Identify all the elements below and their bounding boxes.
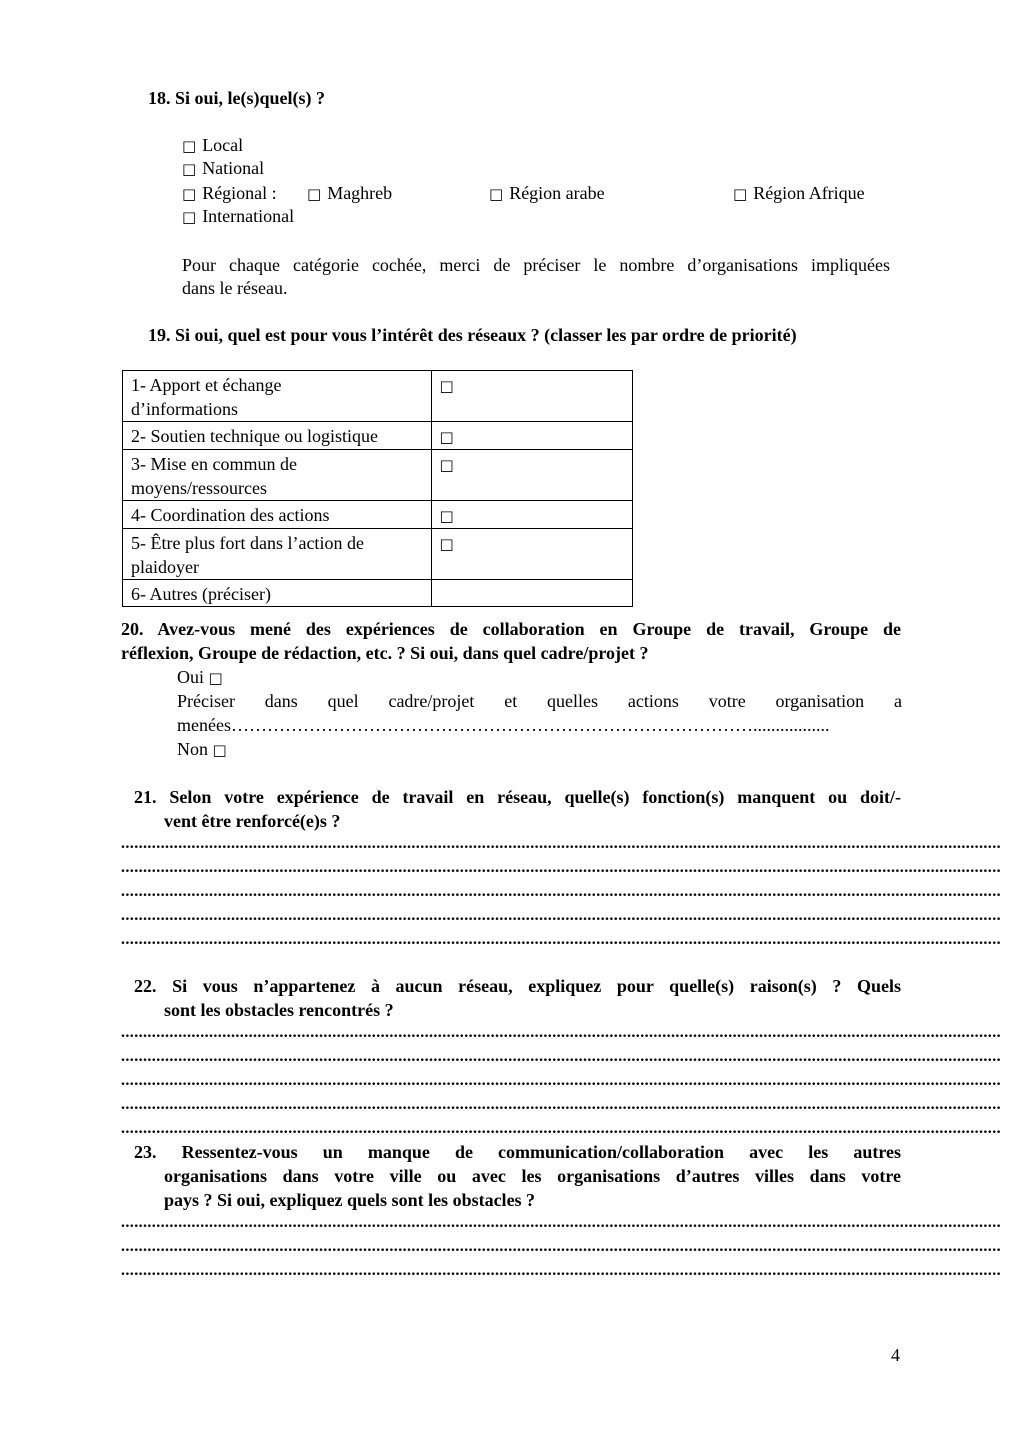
checkbox-icon[interactable]: □ bbox=[439, 456, 454, 474]
priority-table bbox=[122, 370, 633, 607]
table-row bbox=[123, 529, 633, 580]
option-national[interactable]: □ National bbox=[182, 158, 265, 178]
priority-cell[interactable] bbox=[431, 501, 633, 529]
option-region-arabe[interactable]: □ Région arabe bbox=[489, 183, 605, 203]
q21-title-line2: vent être renforcé(e)s ? bbox=[164, 811, 341, 831]
answer-line-q23-1[interactable]: ........................................................................................................................................................................................................ bbox=[121, 1214, 1001, 1231]
checkbox-icon[interactable]: □ bbox=[182, 137, 197, 155]
checkbox-icon[interactable]: □ bbox=[182, 160, 197, 178]
checkbox-icon[interactable]: □ bbox=[182, 208, 197, 226]
answer-line-q22-5[interactable]: ........................................................................................................................................................................................................ bbox=[121, 1120, 1001, 1137]
checkbox-icon[interactable]: □ bbox=[439, 428, 454, 446]
table-row bbox=[123, 580, 633, 607]
q18-note-line2: dans le réseau. bbox=[182, 278, 288, 298]
table-row bbox=[123, 450, 633, 501]
q22-title-line2: sont les obstacles rencontrés ? bbox=[164, 1000, 394, 1020]
priority-cell-empty[interactable] bbox=[431, 580, 633, 607]
answer-line-q22-4[interactable]: ........................................................................................................................................................................................................ bbox=[121, 1096, 1001, 1113]
priority-label: 1- Apport et échange d’informations bbox=[123, 371, 432, 422]
table-row bbox=[123, 371, 633, 422]
checkbox-icon[interactable]: □ bbox=[439, 535, 454, 553]
q18-note-line1: Pour chaque catégorie cochée, merci de préciser le nombre d’organisations impliquées bbox=[182, 255, 890, 275]
checkbox-icon[interactable]: □ bbox=[439, 377, 454, 395]
checkbox-icon[interactable]: □ bbox=[307, 185, 322, 203]
priority-cell[interactable] bbox=[431, 422, 633, 450]
answer-line-q21-1[interactable]: ........................................................................................................................................................................................................ bbox=[121, 835, 1001, 852]
priority-cell[interactable] bbox=[431, 529, 633, 580]
q20-preciser-line1: Préciser dans quel cadre/projet et quelles actions votre organisation a bbox=[177, 691, 902, 711]
table-row bbox=[123, 422, 633, 450]
priority-cell[interactable] bbox=[431, 450, 633, 501]
table-row bbox=[123, 501, 633, 529]
checkbox-icon[interactable]: □ bbox=[208, 669, 223, 687]
q20-preciser-line2[interactable]: menées……………………………………………………………………………................. bbox=[177, 715, 830, 735]
option-local[interactable]: □ Local bbox=[182, 135, 244, 155]
q22-title-line1: 22. Si vous n’appartenez à aucun réseau, expliquez pour quelle(s) raison(s) ? Quels bbox=[134, 976, 901, 996]
option-region-afrique[interactable]: □ Région Afrique bbox=[733, 183, 865, 203]
answer-line-q22-1[interactable]: ........................................................................................................................................................................................................ bbox=[121, 1024, 1001, 1041]
answer-line-q23-2[interactable]: ........................................................................................................................................................................................................ bbox=[121, 1238, 1001, 1255]
answer-line-q21-2[interactable]: ........................................................................................................................................................................................................ bbox=[121, 859, 1001, 876]
checkbox-icon[interactable]: □ bbox=[212, 741, 227, 759]
priority-label: 5- Être plus fort dans l’action de plaidoyer bbox=[123, 529, 432, 580]
priority-label: 6- Autres (préciser) bbox=[123, 580, 432, 607]
option-regional[interactable]: □ Régional : bbox=[182, 183, 277, 203]
answer-line-q23-3[interactable]: ........................................................................................................................................................................................................ bbox=[121, 1262, 1001, 1279]
q18-title: 18. Si oui, le(s)quel(s) ? bbox=[148, 88, 326, 108]
q20-title-line1: 20. Avez-vous mené des expériences de collaboration en Groupe de travail, Groupe de bbox=[121, 619, 901, 639]
priority-label: 2- Soutien technique ou logistique bbox=[123, 422, 432, 450]
page-number: 4 bbox=[891, 1345, 900, 1365]
answer-line-q21-5[interactable]: ........................................................................................................................................................................................................ bbox=[121, 931, 1001, 948]
q20-oui[interactable]: Oui □ bbox=[177, 667, 223, 687]
q23-title-line2: organisations dans votre ville ou avec les organisations d’autres villes dans votre bbox=[164, 1166, 901, 1186]
q23-title-line3: pays ? Si oui, expliquez quels sont les obstacles ? bbox=[164, 1190, 536, 1210]
option-maghreb[interactable]: □ Maghreb bbox=[307, 183, 393, 203]
priority-label: 4- Coordination des actions bbox=[123, 501, 432, 529]
priority-cell[interactable] bbox=[431, 371, 633, 422]
answer-line-q21-3[interactable]: ........................................................................................................................................................................................................ bbox=[121, 883, 1001, 900]
q20-title-line2: réflexion, Groupe de rédaction, etc. ? Si oui, dans quel cadre/projet ? bbox=[121, 643, 649, 663]
checkbox-icon[interactable]: □ bbox=[439, 507, 454, 525]
q23-title-line1: 23. Ressentez-vous un manque de communication/collaboration avec les autres bbox=[134, 1142, 901, 1162]
priority-label: 3- Mise en commun de moyens/ressources bbox=[123, 450, 432, 501]
checkbox-icon[interactable]: □ bbox=[182, 185, 197, 203]
answer-line-q22-3[interactable]: ........................................................................................................................................................................................................ bbox=[121, 1072, 1001, 1089]
answer-line-q22-2[interactable]: ........................................................................................................................................................................................................ bbox=[121, 1048, 1001, 1065]
q20-non[interactable]: Non □ bbox=[177, 739, 227, 759]
option-international[interactable]: □ International bbox=[182, 206, 295, 226]
q19-title: 19. Si oui, quel est pour vous l’intérêt des réseaux ? (classer les par ordre de priorité) bbox=[148, 325, 797, 345]
checkbox-icon[interactable]: □ bbox=[489, 185, 504, 203]
answer-line-q21-4[interactable]: ........................................................................................................................................................................................................ bbox=[121, 907, 1001, 924]
q21-title-line1: 21. Selon votre expérience de travail en réseau, quelle(s) fonction(s) manquent ou doit/- bbox=[134, 787, 901, 807]
checkbox-icon[interactable]: □ bbox=[733, 185, 748, 203]
